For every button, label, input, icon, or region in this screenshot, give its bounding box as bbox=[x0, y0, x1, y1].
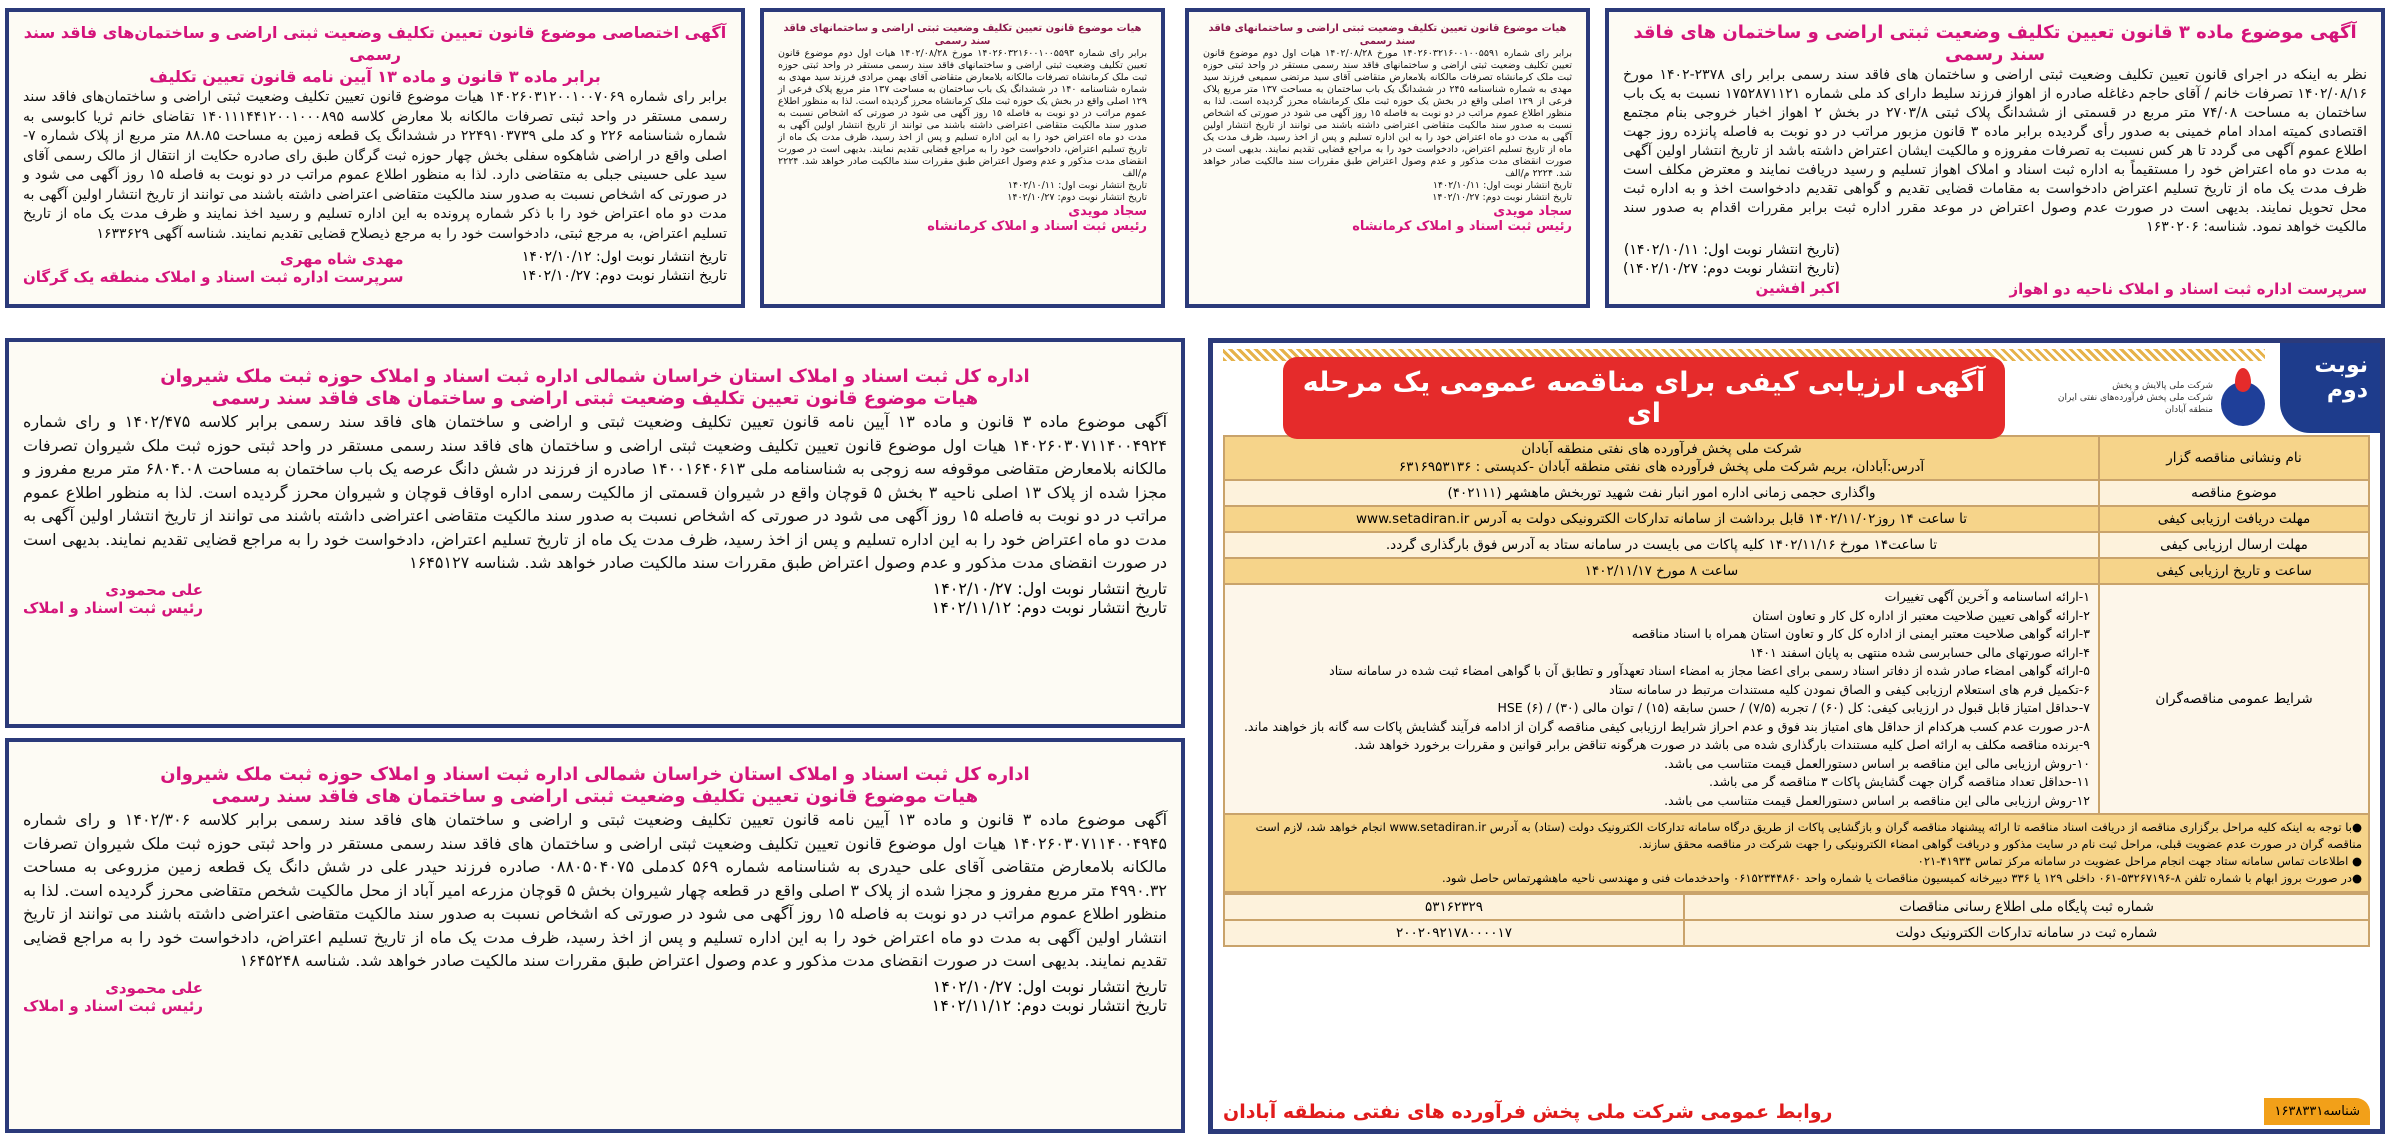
row-value: ۵۳۱۶۲۳۲۹ bbox=[1224, 894, 1684, 920]
notice-body: برابر رای شماره ۱۴۰۲۶۰۳۲۱۶۰۰۱۰۰۵۵۹۳ مورخ ۱۴۰۲/۰۸/۲۸ هیات اول دوم موضوع قانون تعیین تکلیف وضعیت ثبتی اراضی و ساختمانهای فاقد سند رسمی مستقر در واحد ثبتی حوزه ثبت ملک کرمانشاه تصرفات مالکانه بلامعارض متقاضی آقای بهمن مرادی فرزند سید مهدی به شماره شناسنامه ۱۴۰ در ششدانگ یک باب ساختمان به مساحت ۱۳۷ متر مربع پلاک فرعی از ۱۲۹ اصلی واقع در بخش یک حوزه ثبت ملک کرمانشاه محرز گردیده است. لذا به منظور اطلاع عموم مراتب در دو نوبت به فاصله ۱۵ روز آگهی می شود در صورتی که اشخاص نسبت به صدور سند مالکیت متقاضی اعتراضی داشته باشند می توانند از تاریخ انتشار اولین آگهی به مدت دو ماه اعتراض خود را به این اداره تسلیم و پس از اخذ رسید، ظرف مدت یک ماه از تاریخ تسلیم اعتراض، دادخواست خود را به مراجع قضایی تقدیم نمایند. بدیهی است در صورت انقضای مدت مذکور و عدم وصول اعتراض طبق مقررات سند مالکیت صادر خواهد شد. ۲۲۲۴ م/الف bbox=[778, 48, 1148, 179]
nioc-flame-icon bbox=[2221, 382, 2265, 426]
condition-item: ۱-ارائه اساسنامه و آخرین آگهی تغییرات bbox=[1884, 589, 2090, 604]
notice-signer: علی محمودی bbox=[105, 580, 203, 599]
condition-item: ۱۱-حداقل تعداد مناقصه گران جهت گشایش پاکات ۳ مناقصه گر می باشد. bbox=[1709, 774, 2090, 789]
logo-line: شرکت ملی پالایش و پخش bbox=[2112, 381, 2213, 391]
note-item: ● اطلاعات تماس سامانه ستاد جهت انجام مراحل عضویت در سامانه مرکز تماس ۴۱۹۳۴-۰۲۱ bbox=[1917, 854, 2362, 868]
conditions-list bbox=[1224, 584, 2099, 814]
notice-ahvaz bbox=[1605, 8, 2385, 308]
condition-item: ۳-ارائه گواهی صلاحیت معتبر ایمنی از اداره کل کار و تعاون استان همراه با اسناد مناقصه bbox=[1631, 626, 2090, 641]
notice-subtitle: هیات موضوع قانون تعیین تکلیف وضعیت ثبتی اراضی و ساختمان های فاقد سند رسمی bbox=[211, 786, 979, 807]
notice-signer: مهدی شاه مهری bbox=[279, 250, 404, 268]
table-row bbox=[1224, 480, 2369, 506]
first-publish-date: تاریخ انتشار نوبت اول: ۱۴۰۲/۱۰/۲۷ bbox=[932, 578, 1167, 598]
condition-item: ۱۰-روش ارزیابی مالی این مناقصه بر اساس دستورالعمل قیمت متناسب می باشد. bbox=[1664, 755, 2090, 771]
first-publish-date: تاریخ انتشار نوبت اول: ۱۴۰۲/۱۰/۱۱ bbox=[1007, 180, 1147, 191]
logo-line: منطقه آبادان bbox=[2164, 405, 2213, 415]
table-row bbox=[1224, 506, 2369, 532]
note-item: ●در صورت بروز ابهام با شماره تلفن ۸-۵۳۲۶۷۱۹۶-۰۶۱ داخلی ۱۲۹ یا ۳۳۶ دبیرخانه کمیسیون مناقصات یا شماره واحد ۰۶۱۵۲۳۴۴۸۶۰ واحدخدمات فنی و مهندسی ناحیه ماهشهرتماس حاصل شود. bbox=[1442, 871, 2362, 885]
first-publish-date: تاریخ انتشار نوبت اول: ۱۴۰۲/۱۰/۲۷ bbox=[932, 976, 1167, 996]
table-row bbox=[1224, 558, 2369, 584]
company-logo bbox=[2025, 370, 2265, 426]
notice-signer: اکبر افشین bbox=[1755, 279, 1840, 297]
row-label: شماره ثبت پایگاه ملی اطلاع رسانی مناقصات bbox=[1684, 894, 2369, 920]
condition-item: ۱۲-روش ارزیابی مالی این مناقصه بر اساس دستورالعمل قیمت متناسب می باشد. bbox=[1664, 792, 2090, 808]
second-publish-date: تاریخ انتشار نوبت دوم: ۱۴۰۲/۱۱/۱۲ bbox=[931, 995, 1167, 1015]
row-value bbox=[1224, 436, 2099, 480]
note-item: ●با توجه به اینکه کلیه مراحل برگزاری مناقصه از دریافت اسناد مناقصه تا ارائه پیشنهاد مناقصه گران و بازگشایی پاکات از طریق درگاه سامانه تدارکات الکترونیک دولت (ستاد) به آدرس www.setadiran.ir انجام خواهد شد، لازم است مناقصه گران در صورت عدم عضویت قبلی، مراحل ثبت نام در سایت مذکور و دریافت گواهی امضاء الکترونیکی را جهت شرکت در مناقصه محقق سازند. bbox=[1255, 820, 2362, 851]
row-label: شرایط عمومی مناقصه‌گران bbox=[2099, 584, 2369, 814]
tenderer-name: شرکت ملی پخش فرآورده های نفتی منطقه آبادان bbox=[1521, 441, 1802, 457]
notice-office: رئیس ثبت اسناد و املاک bbox=[23, 598, 203, 617]
ad-code: شناسه۱۶۳۸۳۳۱ bbox=[2264, 1098, 2370, 1125]
tender-title: آگهی ارزیابی کیفی برای مناقصه عمومی یک مرحله ای bbox=[1283, 357, 2005, 439]
notice-body: آگهی موضوع ماده ۳ قانون و ماده ۱۳ آیین نامه قانون تعیین تکلیف وضعیت ثبتی و اراضی و ساختمان های فاقد سند رسمی برابر کلاسه ۱۴۰۲/۴۷۵ و رای شماره ۱۴۰۲۶۰۳۰۷۱۱۴۰۰۴۹۲۴ هیات اول موضوع قانون تعیین تکلیف وضعیت ثبتی اراضی و ساختمان های فاقد سند رسمی مستقر در واحد ثبتی حوزه ثبت ملک شیروان تصرفات مالکانه بلامعارض متقاضی موقوفه سه زوجی به شناسنامه ملی ۱۴۰۰۱۶۴۰۶۱۳ صادره از فرزند در شش دانگ عرصه یک باب ساختمان به مساحت ۶۸۰۴.۰۸ متر مربع مفروز و مجزا شده از پلاک ۱۳ اصلی ناحیه ۳ بخش ۵ قوچان واقع در شیروان قسمتی از مالکیت رسمی اداره اوقاف قوچان و شیروان محرز گردیده است. لذا به منظور اطلاع عموم مراتب در دو نوبت به فاصله ۱۵ روز آگهی می شود در صورتی که اشخاص نسبت به صدور سند مالکیت متقاضی اعتراضی داشته باشند می توانند از تاریخ انتشار اولین آگهی به مدت دو ماه اعتراض خود را به این اداره تسلیم و پس از اخذ رسید، ظرف مدت یک ماه از تاریخ تسلیم اعتراض، دادخواست خود را به مراجع قضایی تقدیم نمایند. بدیهی است در صورت انقضای مدت مذکور و عدم وصول اعتراض طبق مقررات سند مالکیت صادر خواهد شد. شناسه ۱۶۴۵۱۲۷ bbox=[23, 412, 1168, 572]
notice-body: برابر رای شماره ۱۴۰۲۶۰۳۲۱۶۰۰۱۰۰۵۵۹۱ مورخ ۱۴۰۲/۰۸/۲۸ هیات اول دوم موضوع قانون تعیین تکلیف وضعیت ثبتی اراضی و ساختمانهای فاقد سند رسمی مستقر در واحد ثبتی حوزه ثبت ملک کرمانشاه تصرفات مالکانه بلامعارض متقاضی آقای سید مرتضی سمیعی فرزند سید مهدی به شماره شناسنامه ۲۴۵ در ششدانگ یک باب ساختمان به مساحت ۱۳۷ متر مربع پلاک فرعی از ۱۲۹ اصلی واقع در بخش یک حوزه ثبت ملک کرمانشاه محرز گردیده است. لذا به منظور اطلاع عموم مراتب در دو نوبت به فاصله ۱۵ روز آگهی می شود در صورتی که اشخاص نسبت به صدور سند مالکیت متقاضی اعتراضی داشته باشند می توانند از تاریخ انتشار اولین آگهی به مدت دو ماه اعتراض خود را به این اداره تسلیم و پس از اخذ رسید، ظرف مدت یک ماه از تاریخ تسلیم اعتراض، دادخواست خود را به مراجع قضایی تقدیم نمایند. بدیهی است در صورت انقضای مدت مذکور و عدم وصول اعتراض طبق مقررات سند مالکیت صادر خواهد شد. ۲۲۲۴ م/الف bbox=[1203, 48, 1573, 179]
row-label: ساعت و تاریخ ارزیابی کیفی bbox=[2099, 558, 2369, 584]
condition-item: ۷-حداقل امتیاز قابل قبول در ارزیابی کیفی: کل (۶۰) / تجربه (۷/۵) / حسن سابقه (۱۵) / توان مالی (۳۰) / HSE (۶) bbox=[1497, 700, 2090, 715]
notice-signer: سجاد مویدی bbox=[1068, 204, 1147, 219]
first-publish-date: (تاریخ انتشار نوبت اول: ۱۴۰۲/۱۰/۱۱) bbox=[1623, 242, 1840, 258]
notice-title: اداره کل ثبت اسناد و املاک استان خراسان شمالی اداره ثبت اسناد و املاک حوزه ثبت ملک شیروان bbox=[160, 764, 1030, 785]
notice-title: اداره کل ثبت اسناد و املاک استان خراسان شمالی اداره ثبت اسناد و املاک حوزه ثبت ملک شیروان bbox=[160, 366, 1030, 387]
row-value: تا ساعت۱۴ مورخ ۱۴۰۲/۱۱/۱۶ کلیه پاکات می بایست در سامانه ستاد به آدرس فوق بارگذاری گردد. bbox=[1224, 532, 2099, 558]
notice-kermanshah-2 bbox=[1185, 8, 1590, 308]
logo-line: شرکت ملی پخش فرآورده‌های نفتی ایران bbox=[2057, 393, 2213, 403]
first-publish-date: تاریخ انتشار نوبت اول: ۱۴۰۲/۱۰/۱۱ bbox=[1432, 180, 1572, 191]
row-value: تا ساعت ۱۴ روز۱۴۰۲/۱۱/۰۲ قابل برداشت از سامانه تدارکات الکترونیکی دولت به آدرس www.setadiran.ir bbox=[1224, 506, 2099, 532]
row-label: مهلت دریافت ارزیابی کیفی bbox=[2099, 506, 2369, 532]
tenderer-address: آدرس:آبادان، بریم شرکت ملی پخش فرآورده های نفتی منطقه آبادان -کدپستی : ۶۳۱۶۹۵۳۱۳۶ bbox=[1398, 459, 1925, 475]
second-publish-date: تاریخ انتشار نوبت دوم: ۱۴۰۲/۱۰/۲۷ bbox=[1432, 192, 1572, 203]
registration-table bbox=[1223, 893, 2370, 947]
condition-item: ۴-ارائه صورتهای مالی حسابرسی شده منتهی به پایان اسفند ۱۴۰۱ bbox=[1749, 644, 2090, 660]
row-value: ساعت ۸ مورخ ۱۴۰۲/۱۱/۱۷ bbox=[1224, 558, 2099, 584]
tender-table bbox=[1223, 435, 2370, 815]
notice-office: رئیس ثبت اسناد و املاک کرمانشاه bbox=[927, 219, 1147, 234]
notice-gorgan bbox=[5, 8, 745, 308]
row-label: مهلت ارسال ارزیابی کیفی bbox=[2099, 532, 2369, 558]
notice-office: رئیس ثبت اسناد و املاک کرمانشاه bbox=[1352, 219, 1572, 234]
table-row bbox=[1224, 894, 2369, 920]
notice-shirvan-1 bbox=[5, 338, 1185, 728]
tender-notes bbox=[1223, 815, 2370, 893]
table-row bbox=[1224, 920, 2369, 946]
turn-badge: نوبت دوم bbox=[2280, 343, 2380, 433]
notice-office: سرپرست اداره ثبت اسناد و املاک منطقه یک گرگان bbox=[23, 268, 404, 286]
notice-kermanshah-1 bbox=[760, 8, 1165, 308]
second-publish-date: (تاریخ انتشار نوبت دوم: ۱۴۰۲/۱۰/۲۷) bbox=[1623, 261, 1840, 277]
notice-subtitle: هیات موضوع قانون تعیین تکلیف وضعیت ثبتی اراضی و ساختمان های فاقد سند رسمی bbox=[211, 388, 979, 409]
notice-body: برابر رای شماره ۱۴۰۲۶۰۳۱۲۰۰۱۰۰۷۰۶۹ هیات موضوع قانون تعیین تکلیف وضعیت ثبتی اراضی و ساختمان‌های فاقد سند رسمی مستقر در واحد ثبتی تصرفات مالکانه بلا معارض کلاسه ۱۴۰۱۱۱۴۴۱۲۰۰۱۰۰۰۸۹۵ تقاضای خانم ثریا کابوسی به شماره شناسنامه ۲۲۶ و کد ملی ۲۲۴۹۱۰۳۷۳۹ در ششدانگ یک قطعه زمین به مساحت ۸۸.۸۵ متر مربع از پلاک شماره ۷- اصلی واقع در اراضی شاهکوه سفلی بخش چهار حوزه ثبت گرگان طبق رای صادره حکایت از انتقال از مالک رسمی آقای سید علی حسینی جبلی به متقاضی دارد. لذا به منظور اطلاع عموم مراتب در دو نوبت به فاصله ۱۵ روز آگهی می شود و در صورتی که اشخاص نسبت به صدور سند مالکیت متقاضی اعتراضی داشته باشند می توانند از تاریخ انتشار اولین آگهی به مدت دو ماه اعتراض خود را با ذکر شماره پرونده به این اداره تسلیم و رسید اخذ نمایند و ظرف مدت یک ماه از تاریخ تسلیم اعتراض، به مرجع ثبتی، دادخواست خود را به مرجع ذیصلاح قضایی تقدیم نمایند. شناسه آگهی ۱۶۳۳۶۲۹ bbox=[23, 89, 728, 242]
notice-signer: علی محمودی bbox=[105, 978, 203, 997]
second-publish-date: تاریخ انتشار نوبت دوم: ۱۴۰۲/۱۰/۲۷ bbox=[1007, 192, 1147, 203]
notice-office: رئیس ثبت اسناد و املاک bbox=[23, 996, 203, 1015]
condition-item: ۵-ارائه گواهی امضاء صادر شده از دفاتر اسناد رسمی برای اعضا مجاز به امضاء اسناد تعهدآور و تطابق آن با گواهی امضاء ثبت شده در سامانه ستاد bbox=[1329, 663, 2090, 678]
table-row bbox=[1224, 436, 2369, 480]
notice-title: هیات موضوع قانون تعیین تکلیف وضعیت ثبتی اراضی و ساختمانهای فاقد سند رسمی bbox=[1208, 23, 1567, 47]
row-value: ۲۰۰۲۰۹۲۱۷۸۰۰۰۰۱۷ bbox=[1224, 920, 1684, 946]
table-row bbox=[1224, 532, 2369, 558]
row-label: موضوع مناقصه bbox=[2099, 480, 2369, 506]
notice-title: هیات موضوع قانون تعیین تکلیف وضعیت ثبتی اراضی و ساختمانهای فاقد سند رسمی bbox=[783, 23, 1142, 47]
first-publish-date: تاریخ انتشار نوبت اول: ۱۴۰۲/۱۰/۱۲ bbox=[521, 249, 727, 265]
notice-shirvan-2 bbox=[5, 738, 1185, 1133]
row-label: شماره ثبت در سامانه تدارکات الکترونیک دولت bbox=[1684, 920, 2369, 946]
second-publish-date: تاریخ انتشار نوبت دوم: ۱۴۰۲/۱۰/۲۷ bbox=[521, 268, 727, 284]
condition-item: ۸-در صورت عدم کسب هرکدام از حداقل های امتیاز بند فوق و عدم احراز شرایط ارزیابی کیفی مناقصه گران از ادامه فرآیند گشایش پاکات سه گانه باز خواهند ماند. bbox=[1243, 718, 2090, 734]
second-publish-date: تاریخ انتشار نوبت دوم: ۱۴۰۲/۱۱/۱۲ bbox=[931, 597, 1167, 617]
notice-subtitle: برابر ماده ۳ قانون و ماده ۱۳ آیین نامه قانون تعیین تکلیف bbox=[149, 67, 601, 86]
row-label: نام ونشانی مناقصه گزار bbox=[2099, 436, 2369, 480]
notice-body: آگهی موضوع ماده ۳ قانون و ماده ۱۳ آیین نامه قانون تعیین تکلیف وضعیت ثبتی و اراضی و ساختمان های فاقد سند رسمی برابر کلاسه ۱۴۰۲/۳۰۶ و رای شماره ۱۴۰۲۶۰۳۰۷۱۱۴۰۰۴۹۴۵ هیات اول موضوع قانون تعیین تکلیف وضعیت ثبتی اراضی و ساختمان های فاقد سند رسمی مستقر در واحد ثبتی حوزه ثبت ملک شیروان تصرفات مالکانه بلامعارض متقاضی آقای علی حیدری به شناسنامه شماره ۵۶۹ کدملی ۰۸۸۰۵۰۴۰۷۵ صادره فرزند حیدر علی در شش دانگ یک قطعه زمین مزروعی به مساحت ۴۹۹۰.۳۲ متر مربع مفروز و مجزا شده از پلاک ۳ اصلی واقع در قطعه چهار شیروان بخش ۵ قوچان مزرعه امیر آباد از محل مالکیت شخص متقاضی محرز گردیده است. لذا به منظور اطلاع عموم مراتب در دو نوبت به فاصله ۱۵ روز آگهی می شود در صورتی که اشخاص نسبت به صدور سند مالکیت متقاضی اعتراضی داشته باشند می توانند از تاریخ انتشار اولین آگهی به مدت دو ماه اعتراض خود را به این اداره تسلیم و پس از اخذ رسید، ظرف مدت یک ماه از تاریخ تسلیم اعتراض، دادخواست خود را به مراجع قضایی تقدیم نمایند. بدیهی است در صورت انقضای مدت مذکور و عدم وصول اعتراض طبق مقررات سند مالکیت صادر خواهد شد. شناسه ۱۶۴۵۲۴۸ bbox=[23, 810, 1168, 970]
notice-body: نظر به اینکه در اجرای قانون تعیین تکلیف وضعیت ثبتی اراضی و ساختمان های فاقد سند رسمی برابر رای ۲۳۷۸-۱۴۰۲ مورخ ۱۴۰۲/۰۸/۱۶ تصرفات خانم / آقای حاجم دغاغله صادره از اهواز فرزند سلیط دارای کد ملی شماره ۱۷۵۲۸۷۱۱۲۱ نسبت به یک باب ساختمان به مساحت ۷۴/۰۸ متر مربع در قسمتی از ششدانگ پلاک ثبتی ۲۷۰۳/۸ در بخش ۲ اهواز اخبار خروجی بنام مجتمع اقتصادی کمیته امداد امام خمینی به صدور رأی گردیده برابر ماده ۳ قانون مزبور مراتب در دو نوبت به فاصله پانزده روز جهت اطلاع عموم آگهی می گردد تا هر کس نسبت به تصرفات مفروزه و مالکیت ایشان اعتراض داشته باشد از تاریخ انتشار اولین آگهی به مدت دو ماه اعتراض خود را مستقیماً به اداره ثبت اسناد و املاک اهواز تسلیم و رسید دریافت نمایند و معترض مکلف است ظرف مدت یک ماه از تاریخ تسلیم اعتراض دادخواست به مقامات قضایی تقدیم و گواهی تقدیم دادخواست اخذ و به اداره ثبت محل تحویل نمایند. بدیهی است در صورت عدم وصول اعتراض در موعد مقرر اداره ثبت برابر مقررات اقدام به صدور سند مالکیت خواهد نمود. شناسه: ۱۶۳۰۲۰۶ bbox=[1623, 67, 2367, 235]
tender-notice bbox=[1208, 338, 2385, 1134]
notice-signer: سجاد مویدی bbox=[1493, 204, 1572, 219]
notice-title: آگهی اختصاصی موضوع قانون تعیین تکلیف وضعیت ثبتی اراضی و ساختمان‌های فاقد سند رسمی bbox=[23, 23, 727, 64]
public-relations-signature: روابط عمومی شرکت ملی پخش فرآورده های نفتی منطقه آبادان bbox=[1223, 1100, 1833, 1123]
notice-office: سرپرست اداره ثبت اسناد و املاک ناحیه دو اهواز bbox=[2009, 280, 2367, 298]
table-row bbox=[1224, 584, 2369, 814]
condition-item: ۶-تکمیل فرم های استعلام ارزیابی کیفی و الصاق نمودن کلیه مستندات مرتبط در سامانه ستاد bbox=[1609, 681, 2090, 697]
row-value: واگذاری حجمی زمانی اداره امور انبار نفت شهید توربخش ماهشهر (۴۰۲۱۱۱) bbox=[1224, 480, 2099, 506]
condition-item: ۹-برنده مناقصه مکلف به ارائه اصل کلیه مستندات بارگذاری شده می باشد در صورت هرگونه تناقض برابر قوانین و مقررات برخورد خواهد شد. bbox=[1354, 737, 2090, 752]
notice-title: آگهی موضوع ماده ۳ قانون تعیین تکلیف وضعیت ثبتی اراضی و ساختمان های فاقد سند رسمی bbox=[1633, 22, 2357, 65]
condition-item: ۲-ارائه گواهی تعیین صلاحیت معتبر از اداره کل کار و تعاون استان bbox=[1752, 607, 2090, 623]
